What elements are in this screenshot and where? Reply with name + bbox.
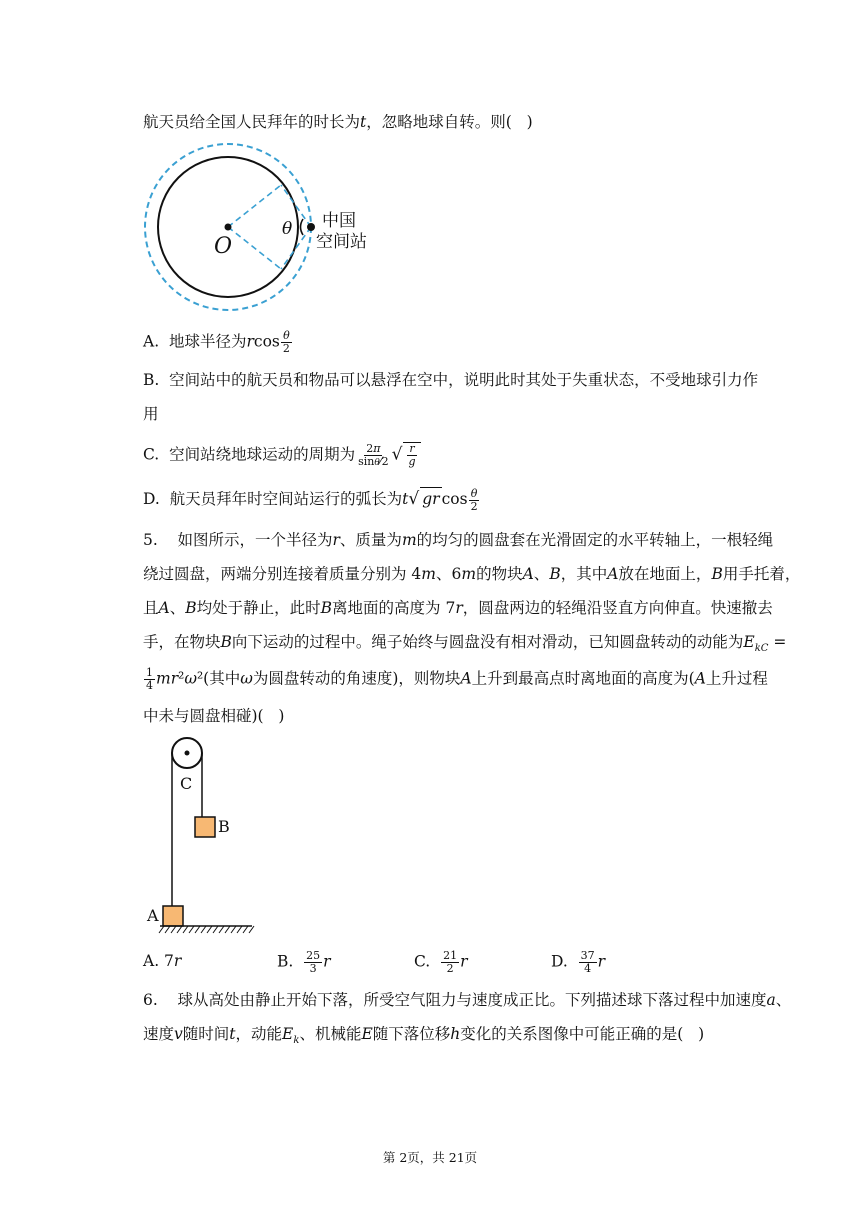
q4-option-b-line1: B. 空间站中的航天员和物品可以悬浮在空中，说明此时其处于失重状态，不受地球引力作 bbox=[143, 371, 759, 389]
q4-stem-tail: 航天员给全国人民拜年的时长为t，忽略地球自转。则( ) bbox=[143, 113, 533, 131]
q5-line4: 手，在物块B向下运动的过程中。绳子始终与圆盘没有相对滑动，已知圆盘转动的动能为$E_{kC}$ = bbox=[143, 633, 787, 655]
q5-line1: 5. 如图所示，一个半径为r、质量为m的均匀的圆盘套在光滑固定的水平转轴上，一根轻绳 bbox=[143, 531, 774, 549]
q5-option-c: C. $\frac{21}{2}$ r bbox=[414, 949, 468, 975]
label-b: B bbox=[218, 817, 230, 836]
angle-label: θ bbox=[282, 219, 293, 239]
q5-line2: 绕过圆盘，两端分别连接着质量分别为 4m、6m的物块A、B，其中A放在地面上，B用手托着， bbox=[143, 565, 801, 583]
q4-option-a: A. 地球半径为rcos $\frac{\theta}{2}$ bbox=[143, 329, 290, 355]
pulley-figure bbox=[140, 733, 270, 938]
ground-hatching bbox=[159, 926, 254, 933]
tangent-line-lower bbox=[228, 227, 281, 269]
block-a bbox=[163, 906, 183, 926]
station-label-2: 空间站 bbox=[316, 232, 367, 252]
label-c: C bbox=[180, 774, 193, 793]
station-label-1: 中国 bbox=[322, 211, 356, 231]
q5-line5: $\frac{1}{4}$ mr²ω²(其中ω为圆盘转动的角速度)，则物块A上升到最高点时离地面的高度为(A上升过程 bbox=[146, 666, 768, 692]
q4-option-b-line2: 用 bbox=[143, 405, 159, 423]
q5-line6: 中未与圆盘相碰)( ) bbox=[143, 707, 285, 725]
center-point bbox=[225, 224, 232, 231]
station-point bbox=[307, 223, 315, 231]
angle-arc bbox=[301, 219, 304, 235]
pulley-axle bbox=[185, 751, 190, 756]
earth-orbit-figure bbox=[140, 140, 400, 325]
q5-option-b: B. $\frac{25}{3}$ r bbox=[277, 949, 331, 975]
q5-line3: 且A、B均处于静止，此时B离地面的高度为 7r，圆盘两边的轻绳沿竖直方向伸直。快速撤去 bbox=[143, 599, 773, 617]
q6-line1: 6. 球从高处由静止开始下落，所受空气阻力与速度成正比。下列描述球下落过程中加速度a、 bbox=[143, 991, 792, 1009]
q5-option-d: D. $\frac{37}{4}$ r bbox=[551, 949, 606, 975]
q5-option-a: A. 7r bbox=[143, 952, 182, 970]
page-footer: 第 2页，共 21页 bbox=[382, 1150, 478, 1165]
block-b bbox=[195, 817, 215, 837]
q4-option-c: C. 空间站绕地球运动的周期为 $\frac{2\pi}{\sin\theta⁄2}$ √ $\frac{r}{g}$ bbox=[143, 442, 421, 469]
center-label: O bbox=[214, 234, 233, 259]
label-a: A bbox=[147, 906, 159, 925]
q4-option-d: D. 航天员拜年时空间站运行的弧长为t√ gr cos $\frac{\theta}{2}$ bbox=[143, 486, 478, 513]
q6-line2: 速度v随时间t，动能$E_k$、机械能E随下落位移h变化的关系图像中可能正确的是( ) bbox=[143, 1025, 705, 1047]
tangent-line-upper bbox=[228, 185, 281, 227]
